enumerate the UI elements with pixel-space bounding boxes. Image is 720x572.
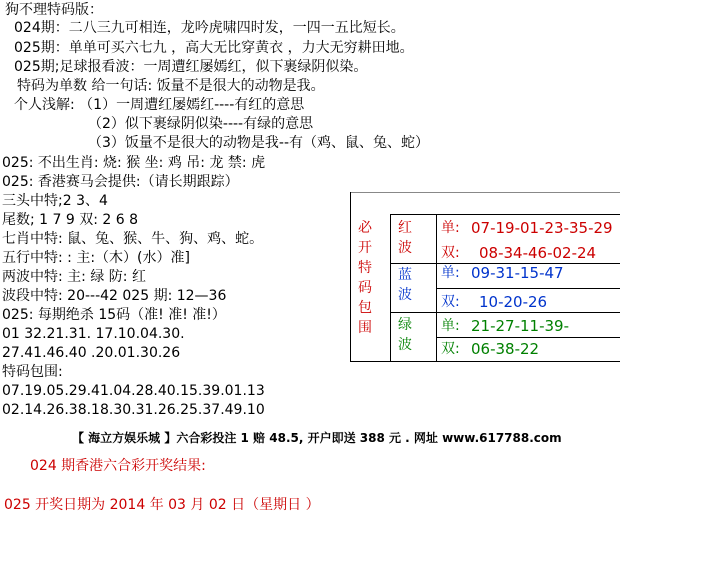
numbers-blue-even: 10-20-26 (479, 293, 548, 311)
table-divider-1 (390, 214, 391, 362)
text-line-kill-nums-1: 01 32.21.31. 17.10.04.30. (2, 326, 185, 342)
table-side-label: 必开特码包围 (358, 220, 372, 336)
type-label: 双: (441, 341, 460, 357)
type-label: 单: (441, 265, 460, 281)
text-line-football: 025期;足球报看波：一周遭红屡嫣红，似下裹绿阴似染。 (14, 59, 368, 75)
text-line-surround-title: 特码包围: (2, 364, 63, 380)
text-line-explain-1: 个人浅解: （1）一周遭红屡嫣红----有红的意思 (14, 97, 305, 113)
wave-label-red: 红波 (398, 220, 412, 256)
header-title: 狗不理特码版： (5, 2, 103, 18)
type-label: 双: (441, 245, 460, 261)
table-row-border (436, 288, 620, 289)
table-row-border (390, 312, 620, 313)
text-line-kill-nums-2: 27.41.46.40 .20.01.30.26 (2, 345, 181, 361)
result-title: 024 期香港六合彩开奖结果: (30, 458, 206, 474)
numbers-red-even: 08-34-46-02-24 (479, 244, 597, 262)
type-label: 双: (441, 294, 460, 310)
text-line-surround-2: 02.14.26.38.18.30.31.26.25.37.49.10 (2, 402, 265, 418)
text-line-hint: 特码为单数 给一句话: 饭量不是很大的动物是我。 (17, 78, 325, 94)
table-bottom-border (350, 361, 620, 362)
draw-date: 025 开奖日期为 2014 年 03 月 02 日（星期日 ） (4, 497, 320, 513)
text-line-five-elements: 五行中特: : 主:（木）(水）准] (2, 250, 190, 266)
ad-banner-link[interactable]: 【 海立方娱乐城 】六合彩投注 1 赔 48.5, 开户即送 388 元 . 网址 www.617788.com (72, 431, 562, 445)
text-line-surround-1: 07.19.05.29.41.04.28.40.15.39.01.13 (2, 383, 265, 399)
table-left-border (350, 192, 351, 362)
wave-label-blue: 蓝波 (398, 267, 412, 303)
text-line-two-waves: 两波中特: 主: 绿 防: 红 (2, 269, 146, 285)
text-line-seven-zodiac: 七肖中特: 鼠、兔、猴、牛、狗、鸡、蛇。 (2, 231, 264, 247)
text-line-explain-2: （2）似下裹绿阴似染----有绿的意思 (88, 116, 314, 132)
text-line-jockey-club: 025: 香港赛马会提供:（请长期跟踪） (2, 174, 239, 190)
text-line-024-poem: 024期：二八三九可相连，龙吟虎啸四时发，一四一五比短长。 (14, 20, 405, 36)
table-row-border (436, 337, 620, 338)
text-line-explain-3: （3）饭量不是很大的动物是我--有（鸡、鼠、兔、蛇） (88, 135, 430, 151)
table-top-border (350, 192, 620, 193)
numbers-blue-odd: 09-31-15-47 (471, 264, 564, 282)
text-line-kill: 025: 每期绝杀 15码（准! 准! 准!） (2, 307, 226, 323)
type-label: 单: (441, 318, 460, 334)
numbers-green-even: 06-38-22 (471, 340, 540, 358)
numbers-green-odd: 21-27-11-39- (471, 317, 569, 335)
text-line-025-poem: 025期：单单可买六七九 ，高大无比穿黄衣 ，力大无穷耕田地。 (14, 40, 414, 56)
type-label: 单: (441, 220, 460, 236)
text-line-wave-range: 波段中特: 20---42 025 期: 12—36 (2, 288, 227, 304)
numbers-red-odd: 07-19-01-23-35-29 (471, 219, 613, 237)
text-line-head: 三头中特;2 3、4 (2, 193, 108, 209)
wave-label-green: 绿波 (398, 317, 412, 353)
text-line-tail: 尾数; 1 7 9 双: 2 6 8 (2, 212, 139, 228)
table-row-border (390, 214, 620, 215)
text-line-zodiac: 025: 不出生肖: 烧: 猴 坐: 鸡 吊: 龙 禁: 虎 (2, 155, 266, 171)
